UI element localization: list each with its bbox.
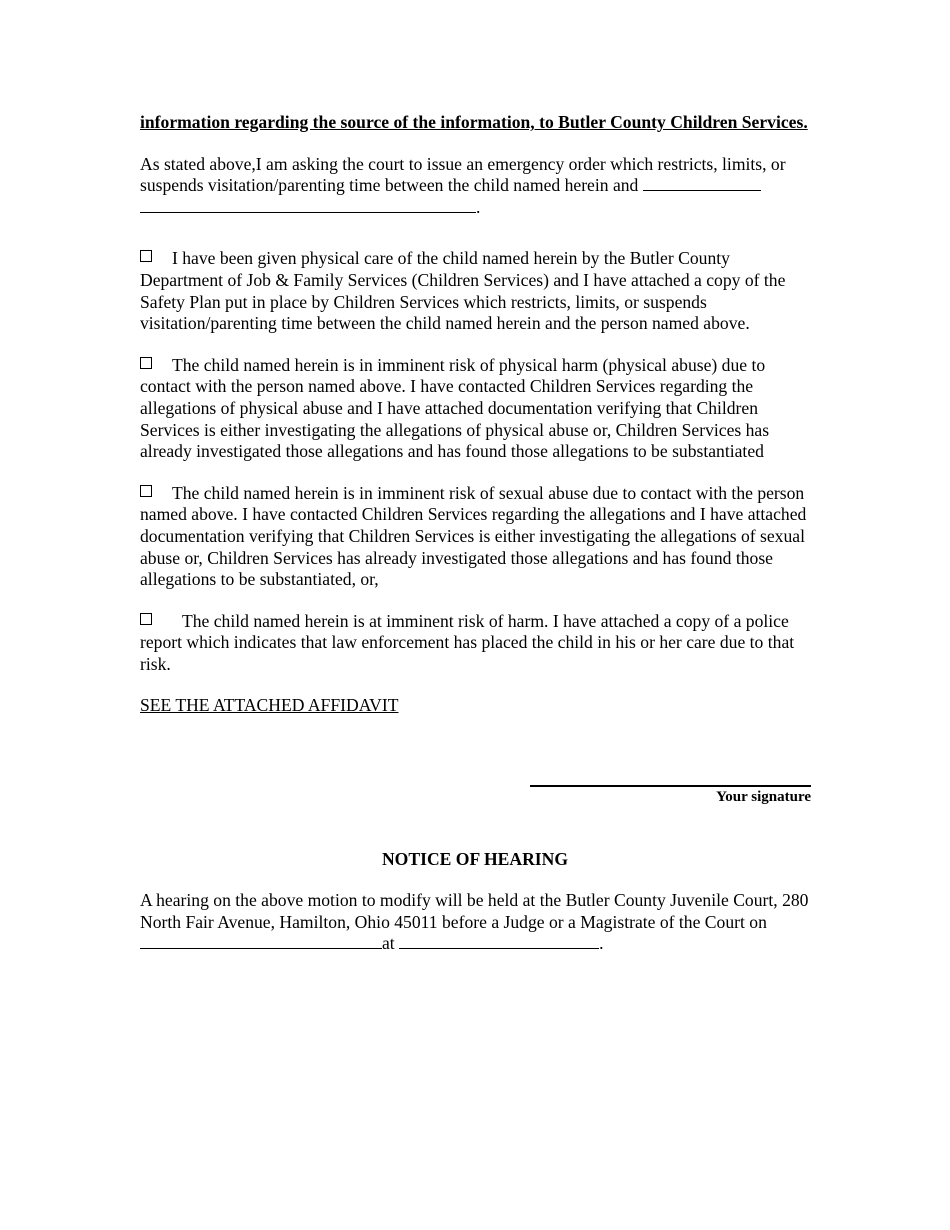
option-text: The child named herein is in imminent risk of sexual abuse due to contact with the person named above. I have contacted Children Services regarding the allegations and I have attached documentation verifying that Children Services is either investigating the allegations of sexual abuse or, Children Services has already investigated those allegations and has found those allegations to be substantiated, or, — [140, 482, 807, 590]
affidavit-text: SEE THE ATTACHED AFFIDAVIT — [140, 695, 399, 716]
option-sexual-abuse — [140, 483, 812, 591]
motion-content — [140, 112, 812, 717]
notice-end: . — [599, 933, 604, 954]
checkbox-safety-plan[interactable] — [140, 250, 152, 262]
option-physical-abuse — [140, 355, 812, 463]
affidavit-reference — [140, 695, 812, 717]
hearing-date-blank[interactable] — [140, 934, 382, 949]
option-text: The child named herein is in imminent risk of physical harm (physical abuse) due to contact with the person named above. I have contacted Children Services regarding the allegations of physical abuse and I have attached documentation verifying that Children Services is either investigating the allegations of physical abuse or, Children Services has already investigated those allegations and has found those allegations to be substantiated — [140, 354, 770, 462]
person-name-blank-1[interactable] — [643, 176, 761, 191]
notice-title: NOTICE OF HEARING — [381, 849, 569, 869]
option-safety-plan — [140, 248, 812, 334]
checkbox-sexual-abuse[interactable] — [140, 485, 152, 497]
notice-body — [140, 890, 812, 955]
section-header: information regarding the source of the information, to Butler County Children Services. — [140, 112, 808, 132]
notice-at: at — [382, 933, 395, 954]
request-paragraph — [140, 154, 812, 219]
option-text: I have been given physical care of the child named herein by the Butler County Department of Job & Family Services (Children Services) and I have attached a copy of the Safety Plan put in place by Children Services which restricts, limits, or suspends visitation/parenting time between the child named herein and the person named above. — [140, 248, 786, 334]
signature-label: Your signature — [716, 789, 811, 805]
option-police-report — [140, 611, 812, 676]
checkbox-physical-abuse[interactable] — [140, 357, 152, 369]
checkbox-police-report[interactable] — [140, 613, 152, 625]
notice-text: A hearing on the above motion to modify will be held at the Butler County Juvenile Court, 280 North Fair Avenue, Hamilton, Ohio 45011 before a Judge or a Magistrate of the Court on — [140, 890, 809, 932]
person-name-blank-2[interactable] — [140, 198, 476, 213]
hearing-time-blank[interactable] — [399, 934, 599, 949]
signature-line[interactable] — [530, 785, 811, 787]
option-text: The child named herein is at imminent risk of harm. I have attached a copy of a police report which indicates that law enforcement has placed the child in his or her care due to that risk. — [140, 610, 795, 674]
request-end: . — [476, 196, 481, 217]
request-text: As stated above,I am asking the court to issue an emergency order which restricts, limits, or suspends visitation/parenting time between the child named herein and — [140, 153, 786, 196]
signature-block — [530, 785, 811, 806]
